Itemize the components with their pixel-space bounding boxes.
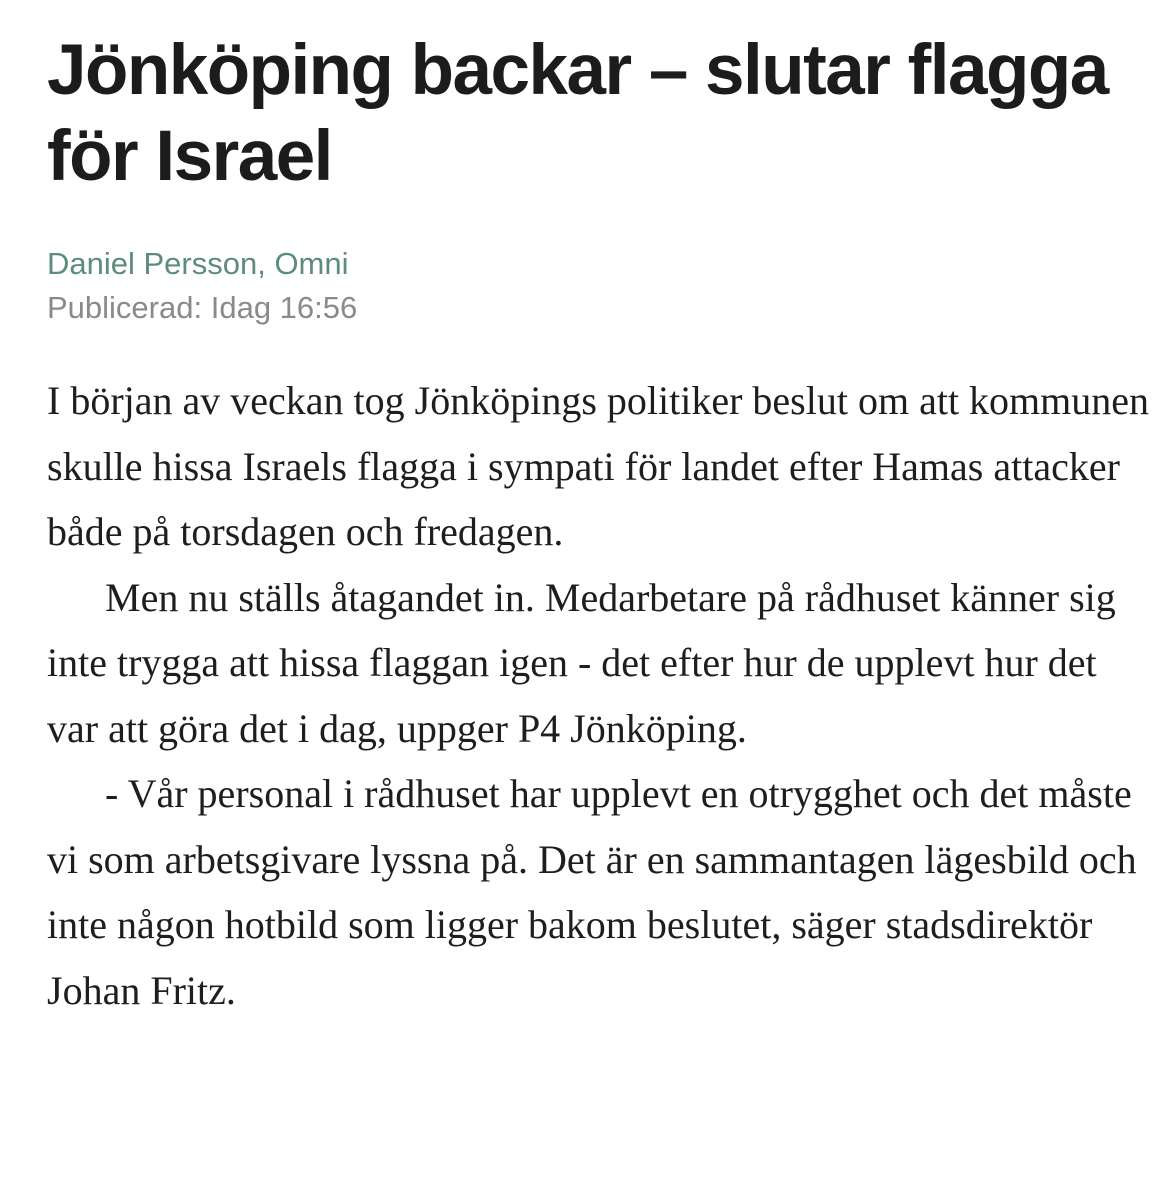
published-label: Publicerad:	[47, 290, 203, 325]
article-body	[47, 368, 1157, 1023]
body-paragraph-2: Men nu ställs åtagandet in. Medarbetare på rådhuset känner sig inte trygga att hissa flaggan igen - det efter hur de upplevt hur det var att göra det i dag, uppger P4 Jönköping.	[47, 574, 1116, 751]
body-paragraph-1: I början av veckan tog Jönköpings politiker beslut om att kommunen skulle hissa Israels flagga i sympati för landet efter Hamas attacker både på torsdagen och fredagen.	[47, 378, 1150, 554]
published-time: Idag 16:56	[210, 290, 358, 325]
article-headline: Jönköping backar – slutar flagga för Israel	[47, 31, 1108, 196]
body-paragraph-3: - Vår personal i rådhuset har upplevt en otrygghet och det måste vi som arbetsgivare lyssna på. Det är en sammantagen lägesbild och inte någon hotbild som ligger bakom beslutet, säger stadsdirektör Johan Fritz.	[47, 771, 1137, 1013]
news-article	[47, 0, 1157, 1023]
published-timestamp	[47, 286, 1157, 330]
author-byline[interactable]: Daniel Persson, Omni	[47, 246, 349, 281]
